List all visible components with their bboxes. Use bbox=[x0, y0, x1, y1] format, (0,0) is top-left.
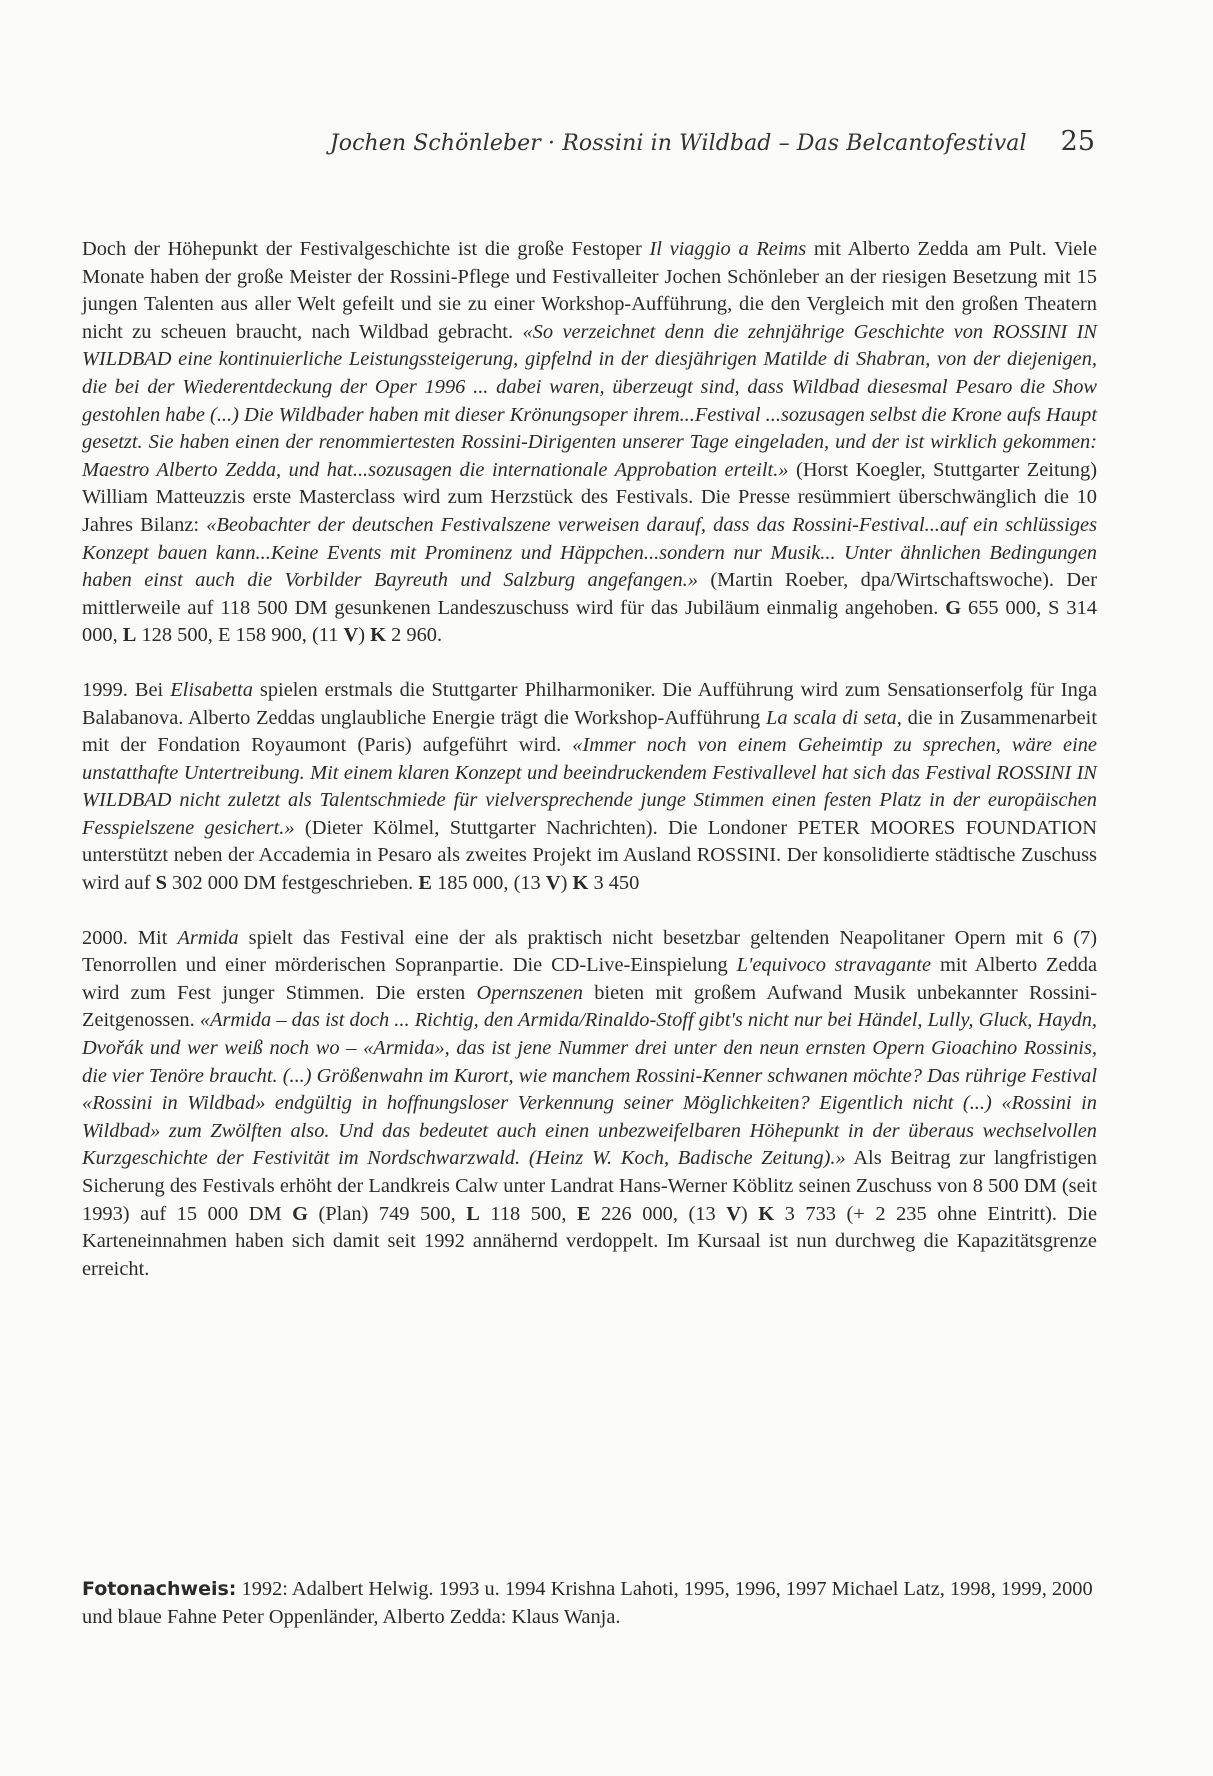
text-run: V bbox=[726, 1202, 741, 1225]
text-run: (Dieter Kölmel, Stuttgarter Nachrichten). Die Londoner PETER MOORES FOUNDATION unterstützt neben der Accademia in Pesaro als zweites Projekt im Ausland ROSSINI. Der konsolidierte städtische Zuschuss wird auf bbox=[82, 816, 1097, 895]
text-run: 1999. Bei bbox=[82, 678, 171, 701]
text-run: (Martin Roeber, dpa/Wirtschaftswoche). Der mittlerweile auf 118 500 DM gesunkenen Landeszuschuss wird für das Jubiläum einmalig angehoben. bbox=[82, 569, 1097, 619]
text-run: 3 733 (+ 2 235 ohne Eintritt). Die Karteneinnahmen haben sich damit seit 1992 annähernd verdoppelt. Im Kursaal ist nun durchweg die Kapazitätsgrenze erreicht. bbox=[82, 1202, 1097, 1280]
text-run: 655 000, S 314 000, bbox=[82, 596, 1097, 647]
text-run: (Plan) 749 500, bbox=[308, 1202, 467, 1225]
text-run: L'equivoco stravagante bbox=[736, 954, 932, 977]
text-run: G bbox=[945, 596, 962, 619]
paragraph-festoper bbox=[82, 236, 1097, 650]
text-run: 185 000, (13 bbox=[432, 872, 546, 895]
text-run: (Horst Koegler, Stuttgarter Zeitung) William Matteuzzis erste Masterclass wird zum Herzstück des Festivals. Die Presse resümmiert überschwänglich die 10 Jahres Bilanz: bbox=[82, 458, 1097, 536]
text-run: G bbox=[292, 1202, 308, 1225]
text-run: 128 500, E 158 900, (11 bbox=[136, 624, 344, 647]
text-run: 3 450 bbox=[588, 872, 640, 895]
text-run: Elisabetta bbox=[170, 678, 253, 701]
body-text bbox=[82, 236, 1097, 1283]
photo-credits bbox=[82, 1575, 1097, 1631]
text-run: «Beobachter der deutschen Festivalszene verweisen darauf, dass das Rossini-Festival...auf ein schlüssiges Konzept bauen kann...Keine Events mit Prominenz und Häppchen...sondern nur Musik... Unter ähnlichen Bedingungen haben einst auch die Vorbilder Bayreuth und Salzburg angefangen.» bbox=[82, 513, 1098, 592]
photo-credits-text: 1992: Adalbert Helwig. 1993 u. 1994 Krishna Lahoti, 1995, 1996, 1997 Michael Latz, 1998, 1999, 2000 und blaue Fahne Peter Oppenländer, Alberto Zedda: Klaus Wanja. bbox=[82, 1578, 1093, 1628]
text-run: , die in Zusammenarbeit mit der Fondation Royaumont (Paris) aufgeführt wird. bbox=[82, 706, 1098, 757]
text-run: bieten mit großem Aufwand Musik unbekannter Rossini-Zeitgenossen. bbox=[82, 981, 1097, 1032]
text-run: La scala di seta bbox=[766, 706, 897, 729]
page-header bbox=[195, 126, 1095, 157]
text-run: Als Beitrag zur langfristigen Sicherung des Festivals erhöht der Landkreis Calw unter Landrat Hans-Werner Köblitz seinen Zuschuss von 8 500 DM (seit 1993) auf 15 000 DM bbox=[82, 1147, 1098, 1225]
text-run: 118 500, bbox=[479, 1202, 577, 1225]
text-run: spielt das Festival eine der als praktisch nicht besetzbar geltenden Neapolitaner Opern mit 6 (7) Tenorrollen und einer mörderischen Sopranpartie. Die CD-Live-Einspielung bbox=[82, 926, 1097, 977]
text-run: V bbox=[343, 624, 359, 647]
text-run: Armida bbox=[177, 926, 239, 949]
text-run: ) bbox=[740, 1202, 759, 1225]
paragraph-2000 bbox=[82, 925, 1097, 1284]
text-run: K bbox=[758, 1202, 775, 1225]
text-run: mit Alberto Zedda wird zum Fest junger Stimmen. Die ersten bbox=[82, 954, 1097, 1004]
paragraph-1999 bbox=[82, 677, 1097, 898]
text-run: «So verzeichnet denn die zehnjährige Geschichte von ROSSINI IN WILDBAD eine kontinuierliche Leistungssteigerung, gipfelnd in der diesjährigen Matilde di Shabran, von der diejenigen, die bei der Wiederentdeckung der Oper 1996 ... dabei waren, überzeugt sind, dass Wildbad diesesmal Pesaro die Show gestohlen habe (...) Die Wildbader haben mit dieser Krönungsoper ihrem...Festival ...sozusagen selbst die Krone aufs Haupt gesetzt. Sie haben einen der renommiertesten Rossini-Dirigenten unserer Tage eingeladen, und der ist wirklich gekommen: Maestro Alberto Zedda, und hat...sozusagen die internationale Approbation erteilt.» bbox=[82, 320, 1098, 481]
text-run: Doch der Höhepunkt der Festivalgeschichte ist die große Festoper bbox=[82, 238, 650, 260]
text-run: «Immer noch von einem Geheimtip zu sprechen, wäre eine unstatthafte Untertreibung. Mit einem klaren Konzept und beeindruckendem Festivallevel hat sich das Festival ROSSINI IN WILDBAD nicht zuletzt als Talentschmiede für vielversprechende junge Stimmen einen festen Platz in der europäischen Fesspielszene gesichert.» bbox=[82, 734, 1097, 839]
text-run: L bbox=[122, 624, 137, 647]
photo-credits-label: Fotonachweis: bbox=[82, 1578, 237, 1600]
page-number: 25 bbox=[1060, 126, 1095, 157]
text-run: ) bbox=[358, 624, 371, 647]
text-run: mit Alberto Zedda am Pult. Viele Monate haben der große Meister der Rossini-Pflege und Festivalleiter Jochen Schönleber an der riesigen Besetzung mit 15 jungen Talenten aus aller Welt gefeilt und sie zu einer Workshop-Aufführung, die den Vergleich mit den großen Theatern nicht zu scheuen braucht, nach Wildbad gebracht. bbox=[82, 238, 1097, 343]
running-head: Jochen Schönleber · Rossini in Wildbad – Das Belcantofestival bbox=[329, 131, 1027, 156]
text-run: S bbox=[155, 872, 167, 895]
text-run: Il viaggio a Reims bbox=[649, 238, 807, 260]
text-run: 226 000, (13 bbox=[590, 1202, 727, 1225]
text-run: ) bbox=[560, 872, 573, 895]
text-run: V bbox=[545, 872, 561, 895]
text-run: «Armida – das ist doch ... Richtig, den Armida/Rinaldo-Stoff gibt's nicht nur bei Händel, Lully, Gluck, Haydn, Dvořák und wer weiß noch wo – «Armida», das ist jene Nummer drei unter den neun ernsten Opern Gioachino Rossinis, die vier Tenöre braucht. (...) Größenwahn im Kurort, wie manchem Rossini-Kenner schwanen möchte? Das rührige Festival «Rossini in Wildbad» endgültig in hoffnungsloser Verkennung seiner Möglichkeiten? Eigentlich nicht (...) «Rossini in Wildbad» zum Zwölften also. Und das bedeutet auch einen unbezweifelbaren Höhepunkt in der überaus wechselvollen Kurzgeschichte der Festivität im Nordschwarzwald. (Heinz W. Koch, Badische Zeitung).» bbox=[82, 1009, 1097, 1170]
text-run: Opernszenen bbox=[476, 981, 583, 1004]
text-run: 302 000 DM festgeschrieben. bbox=[166, 872, 419, 895]
text-run: E bbox=[576, 1202, 591, 1225]
text-run: 2 960. bbox=[386, 624, 443, 647]
text-run: K bbox=[370, 624, 386, 647]
text-run: E bbox=[418, 872, 432, 895]
text-run: 2000. Mit bbox=[82, 926, 178, 949]
text-run: spielen erstmals die Stuttgarter Philharmoniker. Die Aufführung wird zum Sensationserfolg für Inga Balabanova. Alberto Zeddas unglaubliche Energie trägt die Workshop-Aufführung bbox=[82, 678, 1098, 729]
text-run: K bbox=[572, 872, 589, 895]
text-run: L bbox=[466, 1202, 480, 1225]
